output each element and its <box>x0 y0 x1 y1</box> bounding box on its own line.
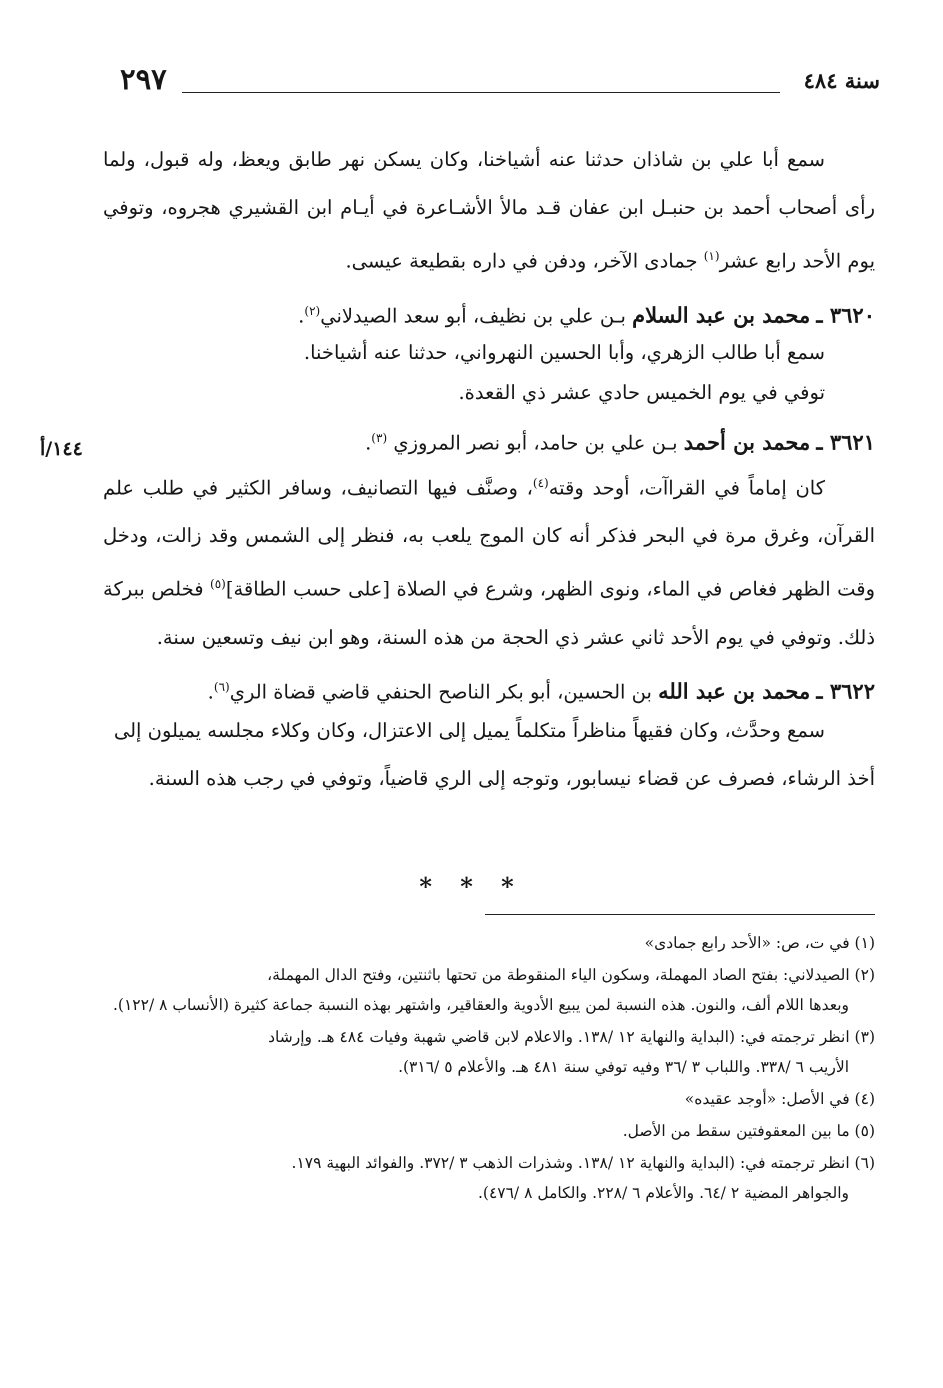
entry-3620-heading: ٣٦٢٠ ـ محمد بن عبد السلام بـن علي بن نظيف، أبو سعد الصيدلاني$^{(٢)}$. <box>298 302 875 327</box>
para1-line1: سمع أبا علي بن شاذان حدثنا عنه أشياخنا، وكان يسكن نهر طابق ويعظ، وله <box>197 148 826 171</box>
footnote-ref-1: (١) <box>703 249 720 263</box>
header-rule <box>182 92 780 93</box>
para1-line2: قبول، ولما رأى أصحاب أحمد بن حنبـل ابن عفان قـد مالأ الأشـاعرة في أيـام ابن <box>103 148 875 219</box>
page-number: ٢٩٧ <box>120 62 167 96</box>
para-line: حسب الطاقة] <box>225 577 342 601</box>
paragraph-continuation <box>103 136 875 286</box>
para1-line3a: القشيري هجروه، وتوفي يوم الأحد رابع عشر <box>103 196 875 273</box>
footnote-item <box>100 1022 875 1082</box>
para-line: يميلون إلى أخذ الرشاء، فصرف عن قضاء نيسابور، وتوجه إلى الري قاضياً، <box>113 719 875 790</box>
footnote-item <box>100 1148 875 1208</box>
entry-name: محمد بن عبد الله <box>658 678 811 703</box>
footnote-text: (٣) انظر ترجمته في: (البداية والنهاية ١٢ /١٣٨. والاعلام لابن قاضي شهبة وفيات ٤٨٤ هـ. وإرشاد <box>268 1028 875 1046</box>
para-line: وقد زالت، ودخل وقت الظهر فغاص في الماء، ونوى الظهر، وشرع في الصلاة [على <box>103 524 875 601</box>
para-line: وتوفي في رجب هذه السنة. <box>148 767 373 790</box>
section-separator: * * * <box>419 872 524 901</box>
para-line: فخلص ببركة ذلك. وتوفي في يوم الأحد ثاني عشر ذي الحجة من <box>103 577 875 649</box>
entry-3622-heading: ٣٦٢٢ ـ محمد بن عبد الله بن الحسين، أبو بكر الناصح الحنفي قاضي قضاة الري$^{(٦)}$. <box>207 678 875 703</box>
entry-number: ٣٦٢١ ـ <box>816 429 875 455</box>
entry-number: ٣٦٢٠ ـ <box>816 302 875 327</box>
entry-name: محمد بن عبد السلام <box>632 302 811 327</box>
footnote-ref-5: (٥) <box>210 577 226 591</box>
entry-heading-rest: بن الحسين، أبو بكر الناصح الحنفي قاضي قضاة الري <box>229 680 659 703</box>
footnote-continuation: وبعدها اللام ألف، والنون. هذه النسبة لمن يبيع الأدوية والعقاقير، واشتهر بهذه النسبة جماعة كثيرة (الأنساب ٨ /١٢٢). <box>112 996 849 1014</box>
para-line: ، وصنَّف فيها التصانيف، وسافر الكثير في <box>192 476 533 499</box>
footnote-continuation: الأريب ٦ /٣٣٨. واللباب ٣ /٣٦ وفيه توفي سنة ٤٨١ هـ. والأعلام ٥ /٣١٦). <box>398 1058 849 1076</box>
main-text <box>103 136 875 803</box>
entry-3620-line: توفي في يوم الخميس حادي عشر ذي القعدة. <box>458 381 825 404</box>
footnote-text: (٤) في الأصل: «أوجد عقيده» <box>684 1090 875 1108</box>
footnotes <box>100 928 875 1210</box>
para1-line4: عيسى. <box>345 249 403 273</box>
footnote-ref-3: (٣) <box>371 431 388 445</box>
footnote-text: (٥) ما بين المعقوفتين سقط من الأصل. <box>622 1122 875 1140</box>
footnote-item <box>100 1084 875 1114</box>
running-header <box>120 62 880 102</box>
entry-name: محمد بن أحمد <box>683 429 811 455</box>
entry-3621-paragraph <box>103 459 875 662</box>
footnote-ref-2: (٢) <box>304 303 321 318</box>
entry-heading-rest: بـن علي بن نظيف، أبو سعد الصيدلاني <box>320 304 633 327</box>
entry-3622-paragraph <box>103 707 875 803</box>
footnote-item <box>100 1116 875 1146</box>
footnote-text: (٢) الصيدلاني: بفتح الصاد المهملة، وسكون الياء المنقوطة من تحتها باثنتين، وفتح الدال المهملة، <box>267 966 875 984</box>
footnote-rule <box>485 914 875 915</box>
para1-line3b: جمادى الآخر، ودفن في داره بقطيعة <box>409 249 704 273</box>
footnote-item <box>100 928 875 958</box>
margin-folio-reference: ١٤٤/أ <box>40 438 83 460</box>
entry-3620-line: سمع أبا طالب الزهري، وأبا الحسين النهرواني، حدثنا عنه أشياخنا. <box>303 341 825 364</box>
entry-number: ٣٦٢٢ ـ <box>816 678 875 703</box>
entry-3621-heading: ٣٦٢١ ـ محمد بن أحمد بـن علي بن حامد، أبو نصر المروزي $^{(٣)}$. <box>365 429 875 455</box>
entry-heading-rest: بـن علي بن حامد، أبو نصر المروزي <box>393 431 684 455</box>
para-line: هذه السنة، وهو ابن نيف وتسعين سنة. <box>156 625 465 649</box>
footnote-ref-4: (٤) <box>532 475 549 490</box>
footnote-text: (٦) انظر ترجمته في: (البداية والنهاية ١٢ /١٣٨. وشذرات الذهب ٣ /٣٧٢. والفوائد البهية ١٧٩. <box>291 1154 875 1172</box>
footnote-ref-6: (٦) <box>213 679 230 694</box>
para-line: سمع وحدَّث، وكان فقيهاً مناظراً متكلماً يميل إلى الاعتزال، وكان وكلاء مجلسه <box>207 719 825 742</box>
footnote-continuation: والجواهر المضية ٢ /٦٤. والأعلام ٦ /٢٢٨. والكامل ٨ /٤٧٦). <box>477 1184 849 1202</box>
para-line: طلب علم القرآن، وغرق مرة في البحر فذكر أنه كان الموج يلعب به، فنظر إلى الشمس <box>103 476 875 547</box>
footnote-text: (١) في ت، ص: «الأحد رابع جمادى» <box>644 934 875 952</box>
para-line: كان إماماً في القراآت، أوحد وقته <box>548 476 825 499</box>
footnote-item <box>100 960 875 1020</box>
header-year-label: سنة ٤٨٤ <box>803 68 880 93</box>
